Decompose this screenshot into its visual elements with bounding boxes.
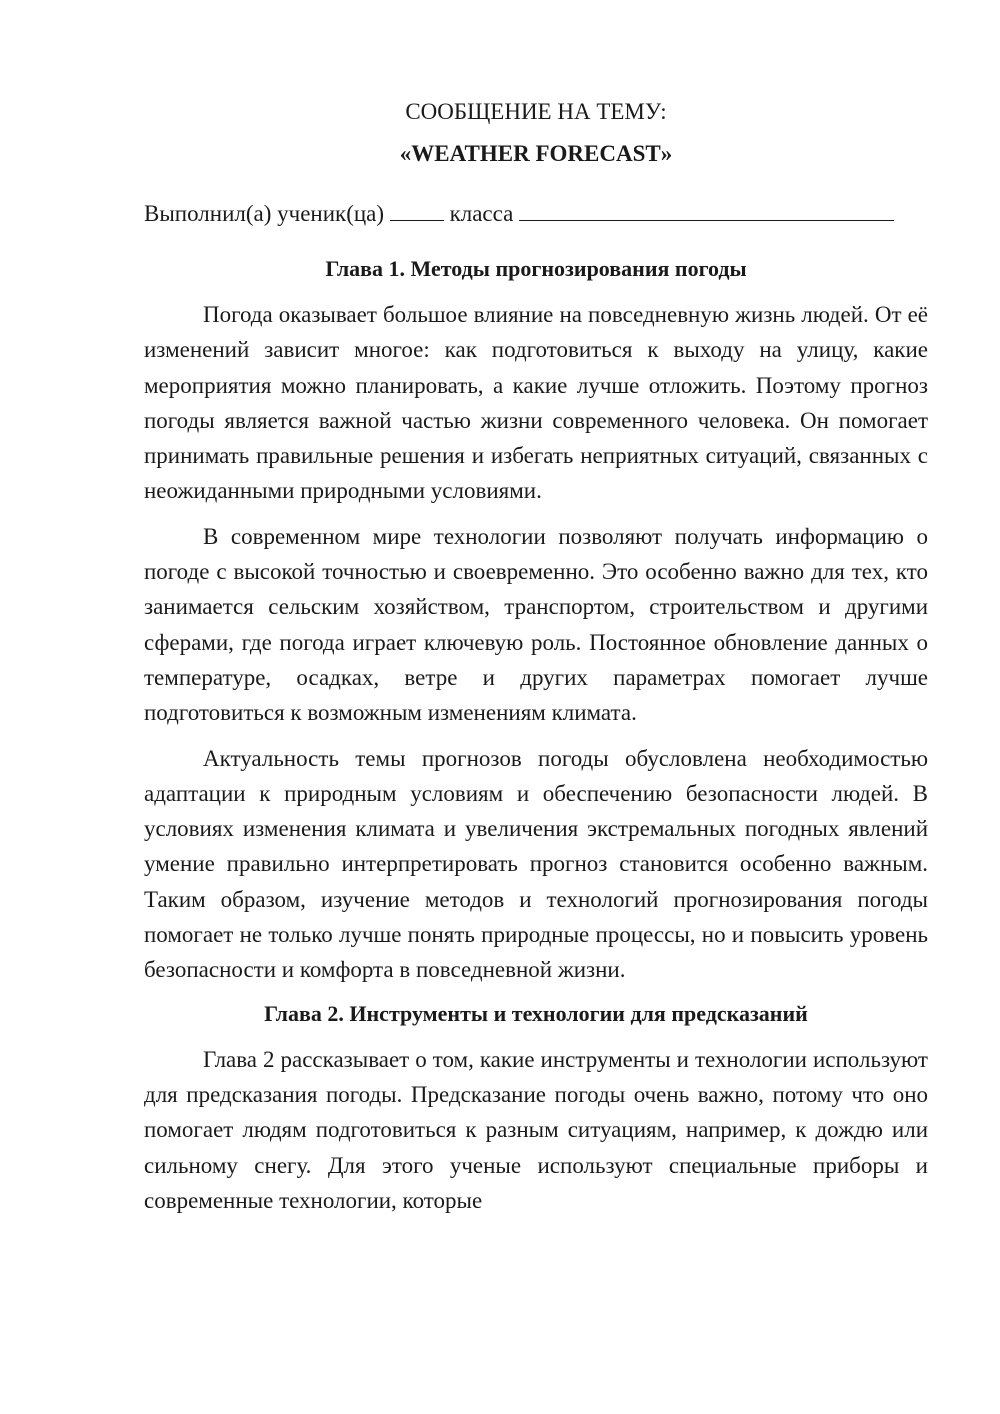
chapter-1-paragraph-3: Актуальность темы прогнозов погоды обусловлена необходимостью адаптации к природным условиям и обеспечению безопасности людей. В условиях изменения климата и увеличения экстремальных погодных явлений умение правильно интерпретировать прогноз становится особенно важным. Таким образом, изучение методов и технологий прогнозирования погоды помогает не только лучше понять природные процессы, но и повысить уровень безопасности и комфорта в повседневной жизни. xyxy=(144,745,928,983)
title-line-2: «WEATHER FORECAST» xyxy=(399,141,673,166)
title-line-1: СООБЩЕНИЕ НА ТЕМУ: xyxy=(405,99,667,124)
author-middle: класса xyxy=(449,201,514,226)
class-number-blank xyxy=(390,194,444,221)
chapter-1-paragraph-2: В современном мире технологии позволяют получать информацию о погоде с высокой точностью и своевременно. Это особенно важно для тех, кто занимается сельским хозяйством, транспортом, строительством и другими сферами, где погода играет ключевую роль. Постоянное обновление данных о температуре, осадках, ветре и других параметрах помогает лучше подготовиться к возможным изменениям климата. xyxy=(144,523,928,726)
chapter-2-heading: Глава 2. Инструменты и технологии для предсказаний xyxy=(264,1000,808,1026)
chapter-1-heading: Глава 1. Методы прогнозирования погоды xyxy=(325,256,747,281)
author-line xyxy=(144,194,928,231)
chapter-1-paragraph-1: Погода оказывает большое влияние на повседневную жизнь людей. От её изменений зависит многое: как подготовиться к выходу на улицу, какие мероприятия можно планировать, а какие лучше отложить. Поэтому прогноз погоды является важной частью жизни современного человека. Он помогает принимать правильные решения и избегать неприятных ситуаций, связанных с неожиданными природными условиями. xyxy=(144,302,928,504)
chapter-2-paragraph-1: Глава 2 рассказывает о том, какие инструменты и технологии используют для предсказания погоды. Предсказание погоды очень важно, потому что оно помогает людям подготовиться к разным ситуациям, например, к дождю или сильному снегу. Для этого ученые используют специальные приборы и современные технологии, которые xyxy=(144,1046,928,1213)
student-name-blank xyxy=(519,194,894,221)
author-prefix: Выполнил(а) ученик(ца) xyxy=(144,201,385,226)
